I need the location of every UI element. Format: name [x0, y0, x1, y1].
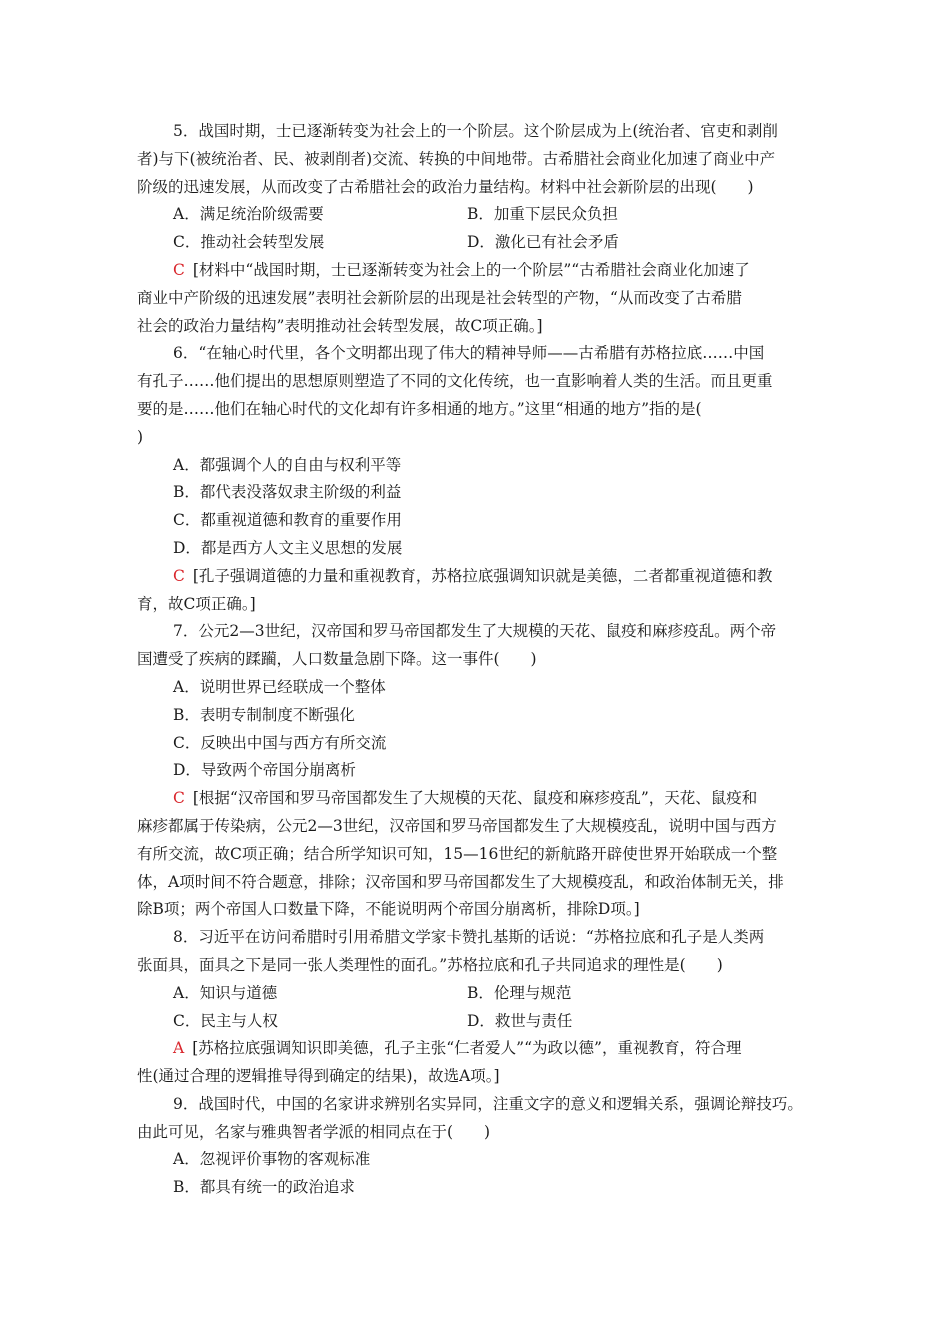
- option-row: [137, 229, 817, 257]
- explanation-line: [137, 1035, 817, 1063]
- option-row: [137, 757, 817, 785]
- answer-option: B．伦理与规范: [467, 983, 572, 1002]
- option-row: [137, 507, 817, 535]
- explanation-line: [137, 257, 817, 285]
- question-stem-line: 要的是……他们在轴心时代的文化却有许多相通的地方。”这里“相通的地方”指的是(: [137, 399, 702, 418]
- answer-option: D．都是西方人文主义思想的发展: [173, 538, 403, 557]
- explanation-line: [137, 313, 817, 341]
- explanation-text: [根据“汉帝国和罗马帝国都发生了大规模的天花、鼠疫和麻疹疫乱”，天花、鼠疫和: [192, 789, 758, 808]
- explanation-text: 有所交流，故C项正确；结合所学知识可知，15—16世纪的新航路开辟使世界开始联成一个整: [137, 844, 778, 863]
- answer-letter: A: [173, 1039, 185, 1058]
- question-stem-line: 由此可见，名家与雅典智者学派的相同点在于( ): [137, 1122, 491, 1141]
- option-row: [137, 479, 817, 507]
- answer-letter: C: [173, 566, 185, 585]
- answer-option: C．推动社会转型发展: [173, 233, 325, 252]
- question-stem-line: 8．习近平在访问希腊时引用希腊文学家卡赞扎基斯的话说：“苏格拉底和孔子是人类两: [173, 928, 765, 947]
- option-row: [137, 674, 817, 702]
- explanation-text: 体，A项时间不符合题意，排除；汉帝国和罗马帝国都发生了大规模疫乱，和政治体制无关，排: [137, 872, 784, 891]
- explanation-line: [137, 563, 817, 591]
- answer-option: A．说明世界已经联成一个整体: [173, 677, 386, 696]
- option-row: [137, 201, 817, 229]
- option-row: [137, 452, 817, 480]
- answer-option: B．加重下层民众负担: [467, 205, 618, 224]
- answer-option: D．导致两个帝国分崩离析: [173, 761, 356, 780]
- question-stem-line: 9．战国时代，中国的名家讲求辨别名实异同，注重文字的意义和逻辑关系，强调论辩技巧。: [173, 1094, 803, 1113]
- option-row: [137, 702, 817, 730]
- explanation-line: [137, 841, 817, 869]
- answer-option: C．反映出中国与西方有所交流: [173, 733, 387, 752]
- option-row: [137, 1008, 817, 1036]
- question-stem-line: 7．公元2—3世纪，汉帝国和罗马帝国都发生了大规模的天花、鼠疫和麻疹疫乱。两个帝: [173, 622, 777, 641]
- explanation-line: [137, 1063, 817, 1091]
- explanation-text: [孔子强调道德的力量和重视教育，苏格拉底强调知识就是美德，二者都重视道德和教: [192, 566, 773, 585]
- answer-letter: C: [173, 260, 185, 279]
- answer-option: B．都代表没落奴隶主阶级的利益: [173, 483, 402, 502]
- question-stem-line: 者)与下(被统治者、民、被剥削者)交流、转换的中间地带。古希腊社会商业化加速了商业中产: [137, 149, 776, 168]
- answer-option: A．满足统治阶级需要: [173, 205, 324, 224]
- question-stem-line: 有孔子……他们提出的思想原则塑造了不同的文化传统，也一直影响着人类的生活。而且更重: [137, 372, 773, 391]
- option-row: [137, 980, 817, 1008]
- option-row: [137, 1174, 817, 1202]
- answer-option: A．知识与道德: [173, 983, 278, 1002]
- explanation-text: 育，故C项正确。]: [137, 594, 256, 613]
- answer-option: A．忽视评价事物的客观标准: [173, 1150, 371, 1169]
- explanation-text: 商业中产阶级的迅速发展”表明社会新阶层的出现是社会转型的产物，“从而改变了古希腊: [137, 288, 742, 307]
- option-row: [137, 535, 817, 563]
- question-block: [137, 118, 817, 340]
- question-block: [137, 618, 817, 924]
- answer-option: B．表明专制制度不断强化: [173, 705, 355, 724]
- explanation-text: [苏格拉底强调知识即美德，孔子主张“仁者爱人”“为政以德”，重视教育，符合理: [192, 1039, 742, 1058]
- explanation-text: 麻疹都属于传染病，公元2—3世纪，汉帝国和罗马帝国都发生了大规模疫乱，说明中国与西方: [137, 816, 777, 835]
- question-stem-line: 张面具，面具之下是同一张人类理性的面孔。”苏格拉底和孔子共同追求的理性是( ): [137, 955, 723, 974]
- explanation-line: [137, 785, 817, 813]
- explanation-line: [137, 896, 817, 924]
- answer-option: C．民主与人权: [173, 1011, 278, 1030]
- answer-option: A．都强调个人的自由与权利平等: [173, 455, 402, 474]
- answer-option: B．都具有统一的政治追求: [173, 1178, 355, 1197]
- question-block: [137, 1091, 817, 1202]
- explanation-text: 社会的政治力量结构”表明推动社会转型发展，故C项正确。]: [137, 316, 543, 335]
- answer-option: C．都重视道德和教育的重要作用: [173, 511, 402, 530]
- answer-option: D．激化已有社会矛盾: [467, 233, 619, 252]
- answer-letter: C: [173, 789, 185, 808]
- explanation-text: 性(通过合理的逻辑推导得到确定的结果)，故选A项。]: [137, 1067, 500, 1086]
- question-stem-line: ): [137, 427, 144, 446]
- explanation-line: [137, 869, 817, 897]
- explanation-line: [137, 591, 817, 619]
- question-stem-line: 国遭受了疾病的蹂躏，人口数量急剧下降。这一事件( ): [137, 650, 537, 669]
- explanation-line: [137, 813, 817, 841]
- question-block: [137, 924, 817, 1091]
- explanation-text: [材料中“战国时期，士已逐渐转变为社会上的一个阶层”“古希腊社会商业化加速了: [192, 260, 750, 279]
- question-stem-line: 6．“在轴心时代里，各个文明都出现了伟大的精神导师——古希腊有苏格拉底……中国: [173, 344, 765, 363]
- question-stem-line: 阶级的迅速发展，从而改变了古希腊社会的政治力量结构。材料中社会新阶层的出现( ): [137, 177, 754, 196]
- document-body: [137, 118, 817, 1202]
- question-block: [137, 340, 817, 618]
- question-stem-line: 5．战国时期，士已逐渐转变为社会上的一个阶层。这个阶层成为上(统治者、官吏和剥削: [173, 122, 778, 140]
- option-row: [137, 730, 817, 758]
- explanation-line: [137, 285, 817, 313]
- answer-option: D．救世与责任: [467, 1011, 573, 1030]
- explanation-text: 除B项；两个帝国人口数量下降，不能说明两个帝国分崩离析，排除D项。]: [137, 900, 640, 919]
- option-row: [137, 1146, 817, 1174]
